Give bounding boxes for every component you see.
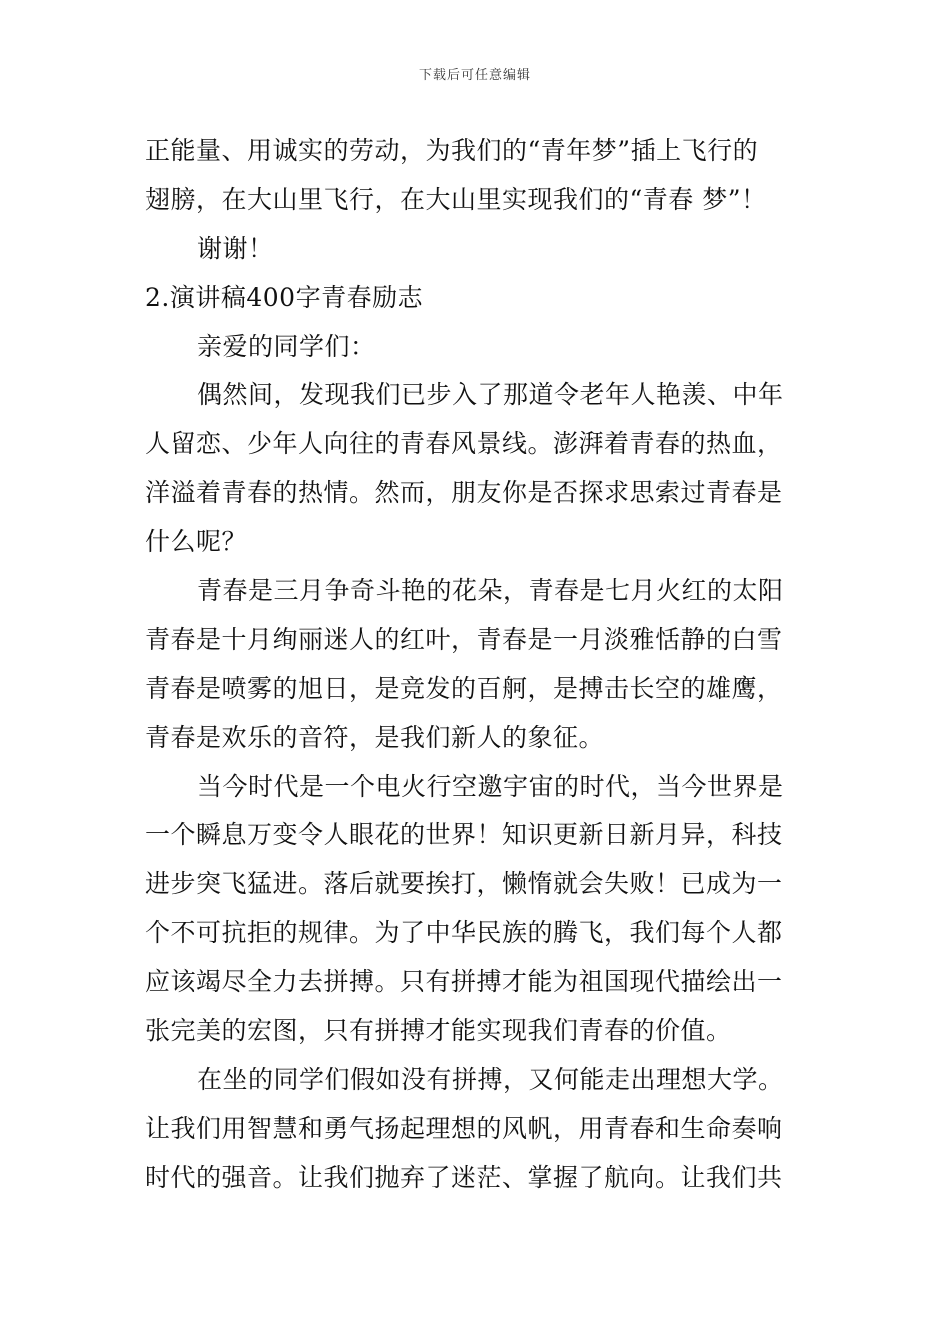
text-line-21: 让我们用智慧和勇气扬起理想的风帆，用青春和生命奏响 — [145, 1113, 783, 1143]
text-line-16: 进步突飞猛进。落后就要挨打，懒惰就会失败！已成为一 — [145, 869, 783, 899]
page-header-note: 下载后可任意编辑 — [418, 68, 531, 83]
section-heading: 2.演讲稿400字青春励志 — [145, 282, 424, 312]
salutation: 亲爱的同学们： — [197, 331, 376, 361]
text-line-8: 洋溢着青春的热情。然而，朋友你是否探求思索过青春是 — [145, 478, 783, 508]
document-body — [145, 127, 810, 1203]
text-line-14: 当今时代是一个电火行空邀宇宙的时代，当今世界是 — [197, 771, 784, 801]
text-line-9: 什么呢？ — [145, 527, 248, 557]
text-line-7: 人留恋、少年人向往的青春风景线。澎湃着青春的热血， — [145, 429, 783, 459]
text-line-11: 青春是十月绚丽迷人的红叶，青春是一月淡雅恬静的白雪 — [145, 624, 783, 654]
text-line-22: 时代的强音。让我们抛弃了迷茫、掌握了航向。让我们共 — [145, 1162, 783, 1192]
text-line-2: 翅膀，在大山里飞行，在大山里实现我们的“青春 梦”！ — [145, 184, 767, 214]
text-line-19: 张完美的宏图，只有拼搏才能实现我们青春的价值。 — [145, 1016, 732, 1046]
text-line-12: 青春是喷雾的旭日，是竞发的百舸，是搏击长空的雄鹰， — [145, 673, 783, 703]
text-line-15: 一个瞬息万变令人眼花的世界！知识更新日新月异，科技 — [145, 820, 783, 850]
text-line-17: 个不可抗拒的规律。为了中华民族的腾飞，我们每个人都 — [145, 918, 783, 948]
text-line-18: 应该竭尽全力去拼搏。只有拼搏才能为祖国现代描绘出一 — [145, 967, 783, 997]
text-line-1: 正能量、用诚实的劳动，为我们的“青年梦”插上飞行的 — [145, 136, 759, 165]
text-line-3: 谢谢！ — [197, 233, 274, 263]
text-line-20: 在坐的同学们假如没有拼搏，又何能走出理想大学。 — [197, 1064, 784, 1094]
text-line-13: 青春是欢乐的音符，是我们新人的象征。 — [145, 722, 605, 752]
text-line-10: 青春是三月争奇斗艳的花朵，青春是七月火红的太阳 — [197, 576, 784, 606]
text-line-6: 偶然间，发现我们已步入了那道令老年人艳羡、中年 — [197, 380, 784, 410]
